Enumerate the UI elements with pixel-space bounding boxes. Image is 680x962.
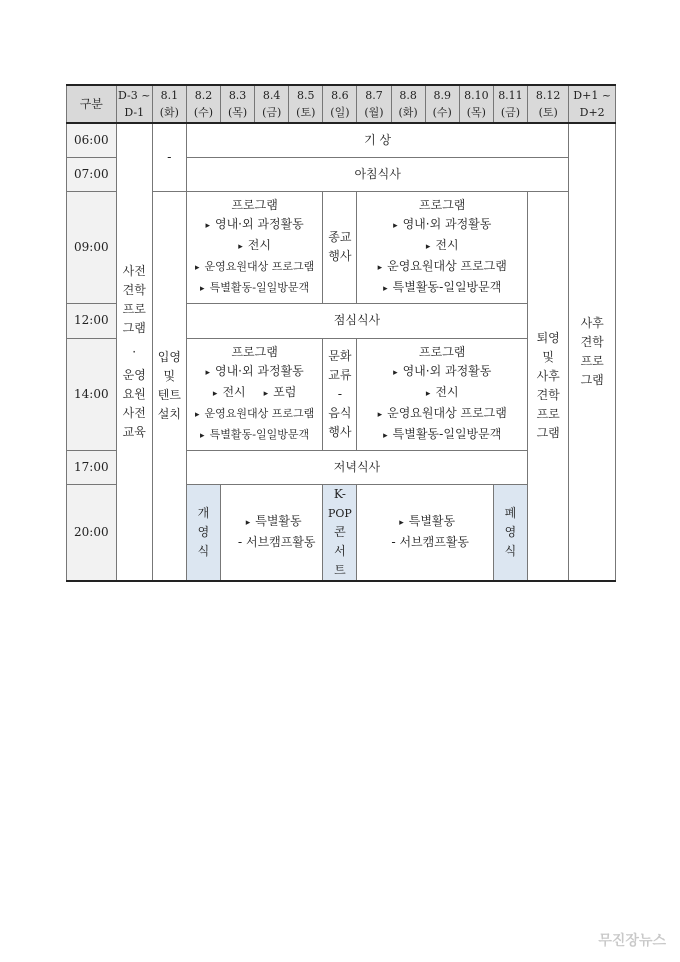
program-item: ▸ 특별활동-일일방문객 [187, 425, 322, 446]
day1-dash: - [152, 123, 186, 191]
opening-ceremony-cell: 개 영 식 [186, 484, 220, 581]
program-item: ▸ 운영요원대상 프로그램 [357, 404, 527, 425]
evening-subitem: - 서브캠프활동 [237, 535, 316, 549]
pm-program-left: 프로그램 ▸ 영내·외 과정활동 ▸ 전시▸ 포럼 ▸ 운영요원대상 프로그램 ▸ 특별활동-일일방문객 [186, 338, 322, 450]
exit-program-cell: 퇴영 및 사후 견학 프로 그램 [528, 191, 569, 581]
header-day: 8.9 (수) [425, 85, 459, 123]
time-label: 07:00 [67, 157, 117, 191]
header-day: 8.12 (토) [528, 85, 569, 123]
program-item: ▸ 전시 [213, 385, 246, 399]
header-pre: D-3 ~ D-1 [116, 85, 152, 123]
lunch-cell: 점심식사 [186, 303, 527, 338]
program-item: ▸ 특별활동-일일방문객 [187, 278, 322, 299]
header-day: 8.1 (화) [152, 85, 186, 123]
header-day: 8.10 (목) [459, 85, 493, 123]
program-item: ▸ 운영요원대상 프로그램 [187, 404, 322, 425]
program-item: ▸ 전시 [357, 383, 527, 404]
am-program-left: 프로그램 ▸ 영내·외 과정활동 ▸ 전시 ▸ 운영요원대상 프로그램 ▸ 특별활동-일일방문객 [186, 191, 322, 303]
kpop-concert-cell: K- POP 콘 서 트 [323, 484, 357, 581]
header-day: 8.3 (목) [221, 85, 255, 123]
breakfast-cell: 아침식사 [186, 157, 568, 191]
program-item: ▸ 전시 [357, 236, 527, 257]
header-row [67, 85, 616, 123]
program-item: ▸ 포럼 [264, 385, 297, 399]
time-label: 09:00 [67, 191, 117, 303]
header-day: 8.2 (수) [186, 85, 220, 123]
program-item: ▸ 영내·외 과정활동 [187, 215, 322, 236]
culture-cell: 문화 교류 - 음식 행사 [323, 338, 357, 450]
religion-cell: 종교 행사 [323, 191, 357, 303]
evening-item: ▸ 특별활동 [221, 512, 322, 533]
wakeup-cell: 기 상 [186, 123, 568, 157]
program-item: ▸ 영내·외 과정활동 [187, 362, 322, 383]
program-item: ▸ 특별활동-일일방문객 [357, 278, 527, 299]
program-item: ▸ 전시 [187, 236, 322, 257]
am-program-right: 프로그램 ▸ 영내·외 과정활동 ▸ 전시 ▸ 운영요원대상 프로그램 ▸ 특별활동-일일방문객 [357, 191, 528, 303]
program-item: ▸ 운영요원대상 프로그램 [357, 257, 527, 278]
header-day: 8.4 (금) [255, 85, 289, 123]
time-label: 14:00 [67, 338, 117, 450]
header-day: 8.8 (화) [391, 85, 425, 123]
header-day: 8.11 (금) [493, 85, 527, 123]
evening-left-cell [221, 484, 323, 581]
post-program-cell: 사후 견학 프로 그램 [569, 123, 616, 581]
evening-subitem: - 서브캠프활동 [391, 535, 470, 549]
time-label: 06:00 [67, 123, 117, 157]
time-label: 12:00 [67, 303, 117, 338]
program-item: ▸ 영내·외 과정활동 [357, 362, 527, 383]
header-day: 8.7 (월) [357, 85, 391, 123]
pm-program-right: 프로그램 ▸ 영내·외 과정활동 ▸ 전시 ▸ 운영요원대상 프로그램 ▸ 특별활동-일일방문객 [357, 338, 528, 450]
time-label: 20:00 [67, 484, 117, 581]
schedule-table [66, 84, 616, 582]
header-day: 8.5 (토) [289, 85, 323, 123]
header-label: 구분 [67, 85, 117, 123]
header-day: 8.6 (일) [323, 85, 357, 123]
watermark-logo: 무진장뉴스 [598, 933, 666, 949]
pre-program-cell: 사전 견학 프로 그램 · 운영 요원 사전 교육 [116, 123, 152, 581]
evening-item: ▸ 특별활동 [357, 512, 492, 533]
row-0600 [67, 123, 616, 157]
entry-cell: 입영 및 텐트 설치 [152, 191, 186, 581]
evening-right-cell [357, 484, 493, 581]
program-item: ▸ 특별활동-일일방문객 [357, 425, 527, 446]
program-item: ▸ 영내·외 과정활동 [357, 215, 527, 236]
header-post: D+1 ~ D+2 [569, 85, 616, 123]
dinner-cell: 저녁식사 [186, 450, 527, 484]
closing-ceremony-cell: 폐 영 식 [493, 484, 527, 581]
program-item: ▸ 운영요원대상 프로그램 [187, 257, 322, 278]
time-label: 17:00 [67, 450, 117, 484]
